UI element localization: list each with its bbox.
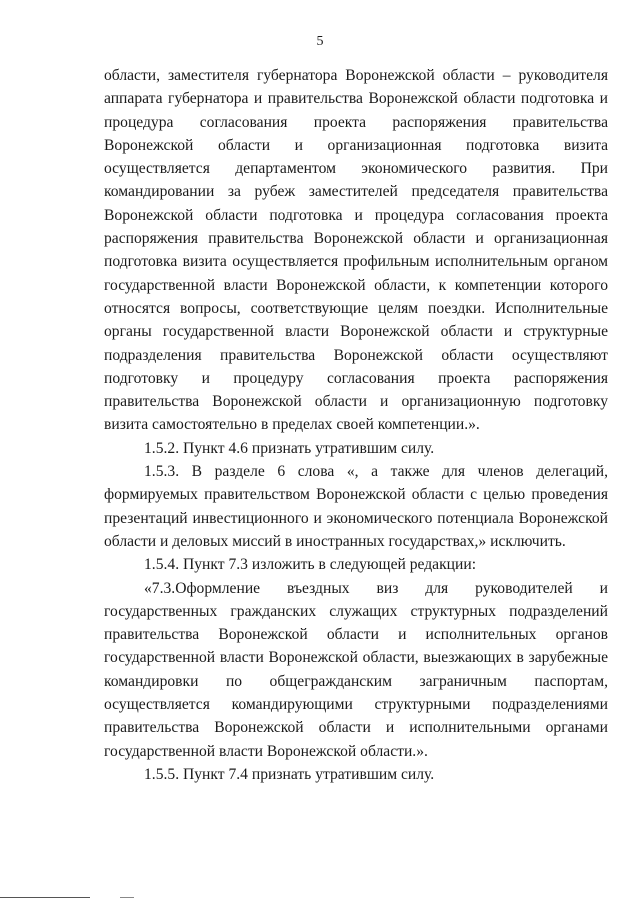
paragraph-item-1-5-3: 1.5.3. В разделе 6 слова «, а также для членов делегаций, формируемых правительством Воронежской области с целью проведения презентаций инвестиционного и экономического потенциала Воронежской области и деловых миссий в иностранных государствах,» исключить. — [104, 463, 608, 550]
footer-divider-short — [120, 897, 134, 898]
paragraph-item-1-5-4: 1.5.4. Пункт 7.3 изложить в следующей редакции: — [144, 556, 477, 574]
paragraph-item-1-5-2: 1.5.2. Пункт 4.6 признать утратившим силу. — [144, 439, 435, 457]
document-body — [104, 64, 608, 786]
footer-divider — [0, 897, 90, 898]
page-number: 5 — [316, 34, 324, 49]
paragraph-continuation: области, заместителя губернатора Воронежской области – руководителя аппарата губернатора и правительства Воронежской области подготовка и процедура согласования проекта распоряжения правительства Воронежской области и организационная подготовка визита осуществляется департаментом экономического развития. При командировании за рубеж заместителей председателя правительства Воронежской области подготовка и процедура согласования проекта распоряжения правительства Воронежской области и организационная подготовка визита осуществляется профильным исполнительным органом государственной власти Воронежской области, к компетенции которого относятся вопросы, соответствующие целям поездки. Исполнительные органы государственной власти Воронежской области и структурные подразделения правительства Воронежской области осуществляют подготовку и процедуру согласования проекта распоряжения правительства Воронежской области и организационную подготовку визита самостоятельно в пределах своей компетенции.». — [104, 67, 608, 434]
paragraph-item-7-3-text: «7.3.Оформление въездных виз для руководителей и государственных гражданских служащих структурных подразделений правительства Воронежской области и исполнительных органов государственной власти Воронежской области, выезжающих в зарубежные командировки по общегражданским заграничным паспортам, осуществляется командирующими структурными подразделениями правительства Воронежской области и исполнительными органами государственной власти Воронежской области.». — [104, 579, 608, 760]
paragraph-item-1-5-5: 1.5.5. Пункт 7.4 признать утратившим силу. — [144, 765, 435, 783]
